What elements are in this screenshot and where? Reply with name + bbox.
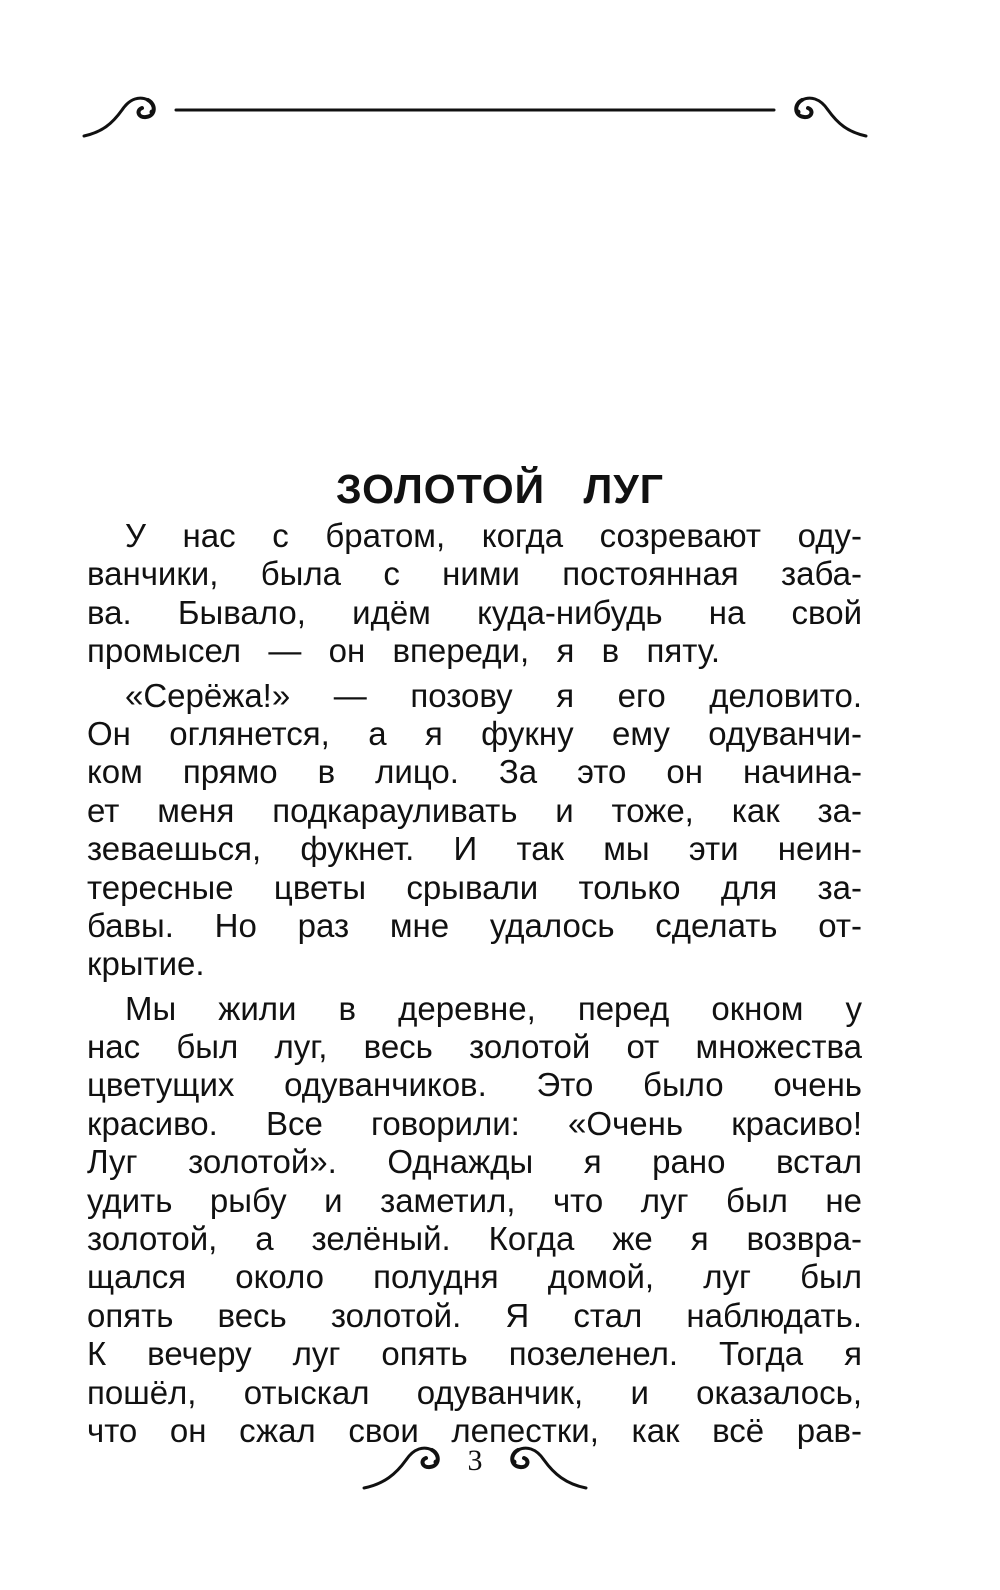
- text-line: «Серёжа!» — позову я его деловито.: [125, 676, 862, 714]
- text-line: Луг золотой». Однажды я рано встал: [87, 1143, 862, 1181]
- text-line: ет меня подкарауливать и тоже, как за-: [87, 791, 862, 829]
- text-line: что он сжал свои лепестки, как всё рав-: [87, 1411, 862, 1449]
- text-line: промысел — он впереди, я в пяту.: [87, 632, 721, 670]
- text-line: ванчики, была с ними постоянная заба-: [87, 555, 862, 593]
- page-number: 3: [467, 1444, 483, 1477]
- text-line: пошёл, отыскал одуванчик, и оказалось,: [87, 1373, 862, 1411]
- text-line: ком прямо в лицо. За это он начина-: [87, 753, 862, 791]
- text-line: опять весь золотой. Я стал наблюдать.: [87, 1296, 862, 1334]
- text-line: цветущих одуванчиков. Это было очень: [87, 1066, 862, 1104]
- text-line: бавы. Но раз мне удалось сделать от-: [87, 906, 862, 944]
- text-line: К вечеру луг опять позеленел. Тогда я: [87, 1335, 862, 1373]
- text-line: Мы жили в деревне, перед окном у: [125, 989, 862, 1027]
- header-ornament: [80, 88, 870, 144]
- text-line: Он оглянется, а я фукну ему одуванчи-: [87, 714, 862, 752]
- paragraph-1: [87, 517, 862, 671]
- text-line: тересные цветы срывали только для за-: [87, 868, 862, 906]
- text-line: ва. Бывало, идём куда-нибудь на свой: [87, 593, 862, 631]
- text-line: зеваешься, фукнет. И так мы эти неин-: [87, 830, 862, 868]
- body-text: [87, 517, 862, 1450]
- text-line: крытие.: [87, 945, 205, 983]
- chapter-title: ЗОЛОТОЙ ЛУГ: [336, 466, 664, 512]
- text-line: золотой, а зелёный. Когда же я возвра-: [87, 1220, 862, 1258]
- paragraph-3: [87, 990, 862, 1451]
- text-line: У нас с братом, когда созревают оду-: [125, 517, 862, 554]
- text-line: удить рыбу и заметил, что луг был не: [87, 1181, 862, 1219]
- page-footer: [360, 1434, 590, 1494]
- text-line: красиво. Все говорили: «Очень красиво!: [87, 1104, 862, 1142]
- paragraph-2: [87, 677, 862, 984]
- text-line: нас был луг, весь золотой от множества: [87, 1028, 862, 1066]
- footer-right-flourish-icon: [494, 1434, 590, 1494]
- text-line: щался около полудня домой, луг был: [87, 1258, 862, 1296]
- footer-left-flourish-icon: [360, 1434, 456, 1494]
